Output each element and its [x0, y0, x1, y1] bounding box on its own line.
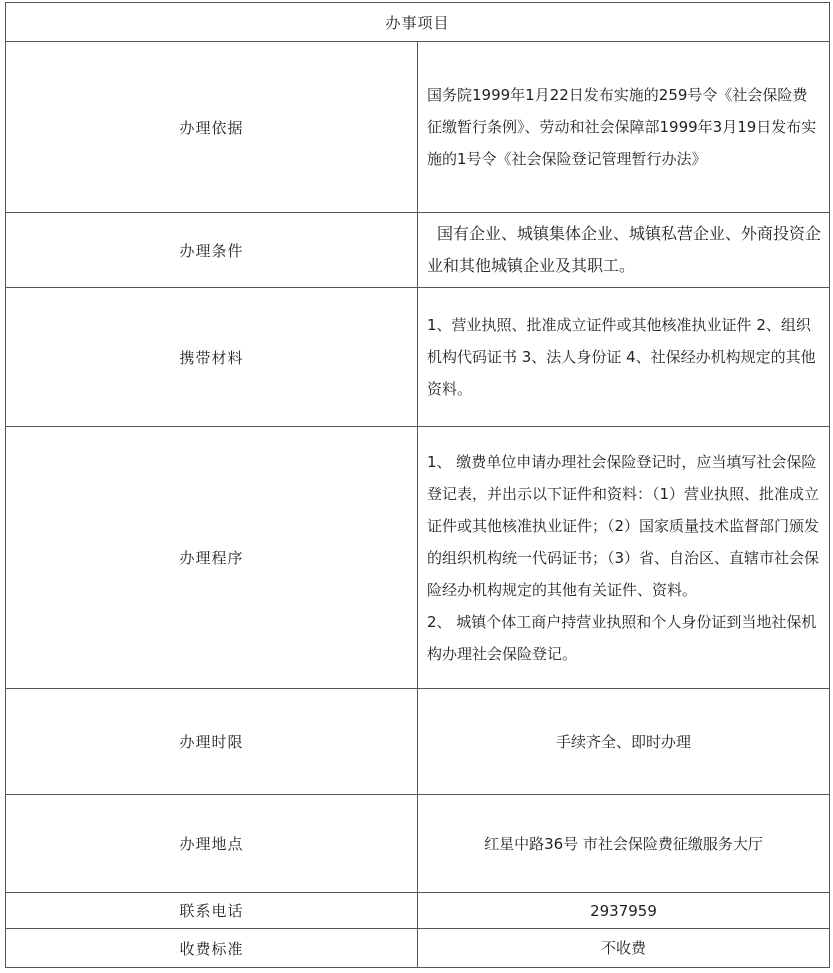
row-time-limit	[6, 689, 830, 795]
row-label-time-limit: 办理时限	[6, 689, 418, 795]
row-value-conditions: 国有企业、城镇集体企业、城镇私营企业、外商投资企业和其他城镇企业及其职工。	[418, 213, 830, 288]
row-value-procedure	[418, 427, 830, 689]
row-fee	[6, 929, 830, 968]
row-value-time-limit: 手续齐全、即时办理	[418, 689, 830, 795]
procedure-step-1: 1、 缴费单位申请办理社会保险登记时，应当填写社会保险登记表，并出示以下证件和资料：（1）营业执照、批准成立证件或其他核准执业证件；（2）国家质量技术监督部门颁发的组织机构统一代码证书；（3）省、自治区、直辖市社会保险经办机构规定的其他有关证件、资料。	[427, 452, 820, 599]
service-info-table	[5, 2, 830, 968]
procedure-step-2: 2、 城镇个体工商户持营业执照和个人身份证到当地社保机构办理社会保险登记。	[427, 612, 817, 663]
row-value-location: 红星中路36号 市社会保险费征缴服务大厅	[418, 795, 830, 893]
row-value-fee: 不收费	[418, 929, 830, 968]
row-label-location: 办理地点	[6, 795, 418, 893]
row-label-basis: 办理依据	[6, 42, 418, 213]
row-procedure	[6, 427, 830, 689]
table-header-row	[6, 3, 830, 42]
row-location	[6, 795, 830, 893]
row-value-basis: 国务院1999年1月22日发布实施的259号令《社会保险费征缴暂行条例》、劳动和社会保障部1999年3月19日发布实施的1号令《社会保险登记管理暂行办法》	[418, 42, 830, 213]
row-label-fee: 收费标准	[6, 929, 418, 968]
row-label-conditions: 办理条件	[6, 213, 418, 288]
row-basis	[6, 42, 830, 213]
row-value-phone: 2937959	[418, 893, 830, 929]
row-conditions	[6, 213, 830, 288]
row-phone	[6, 893, 830, 929]
row-label-materials: 携带材料	[6, 288, 418, 427]
row-label-phone: 联系电话	[6, 893, 418, 929]
row-value-materials: 1、营业执照、批准成立证件或其他核准执业证件 2、组织机构代码证书 3、法人身份证 4、社保经办机构规定的其他资料。	[418, 288, 830, 427]
row-label-procedure: 办理程序	[6, 427, 418, 689]
row-materials	[6, 288, 830, 427]
table-title: 办事项目	[6, 3, 830, 42]
